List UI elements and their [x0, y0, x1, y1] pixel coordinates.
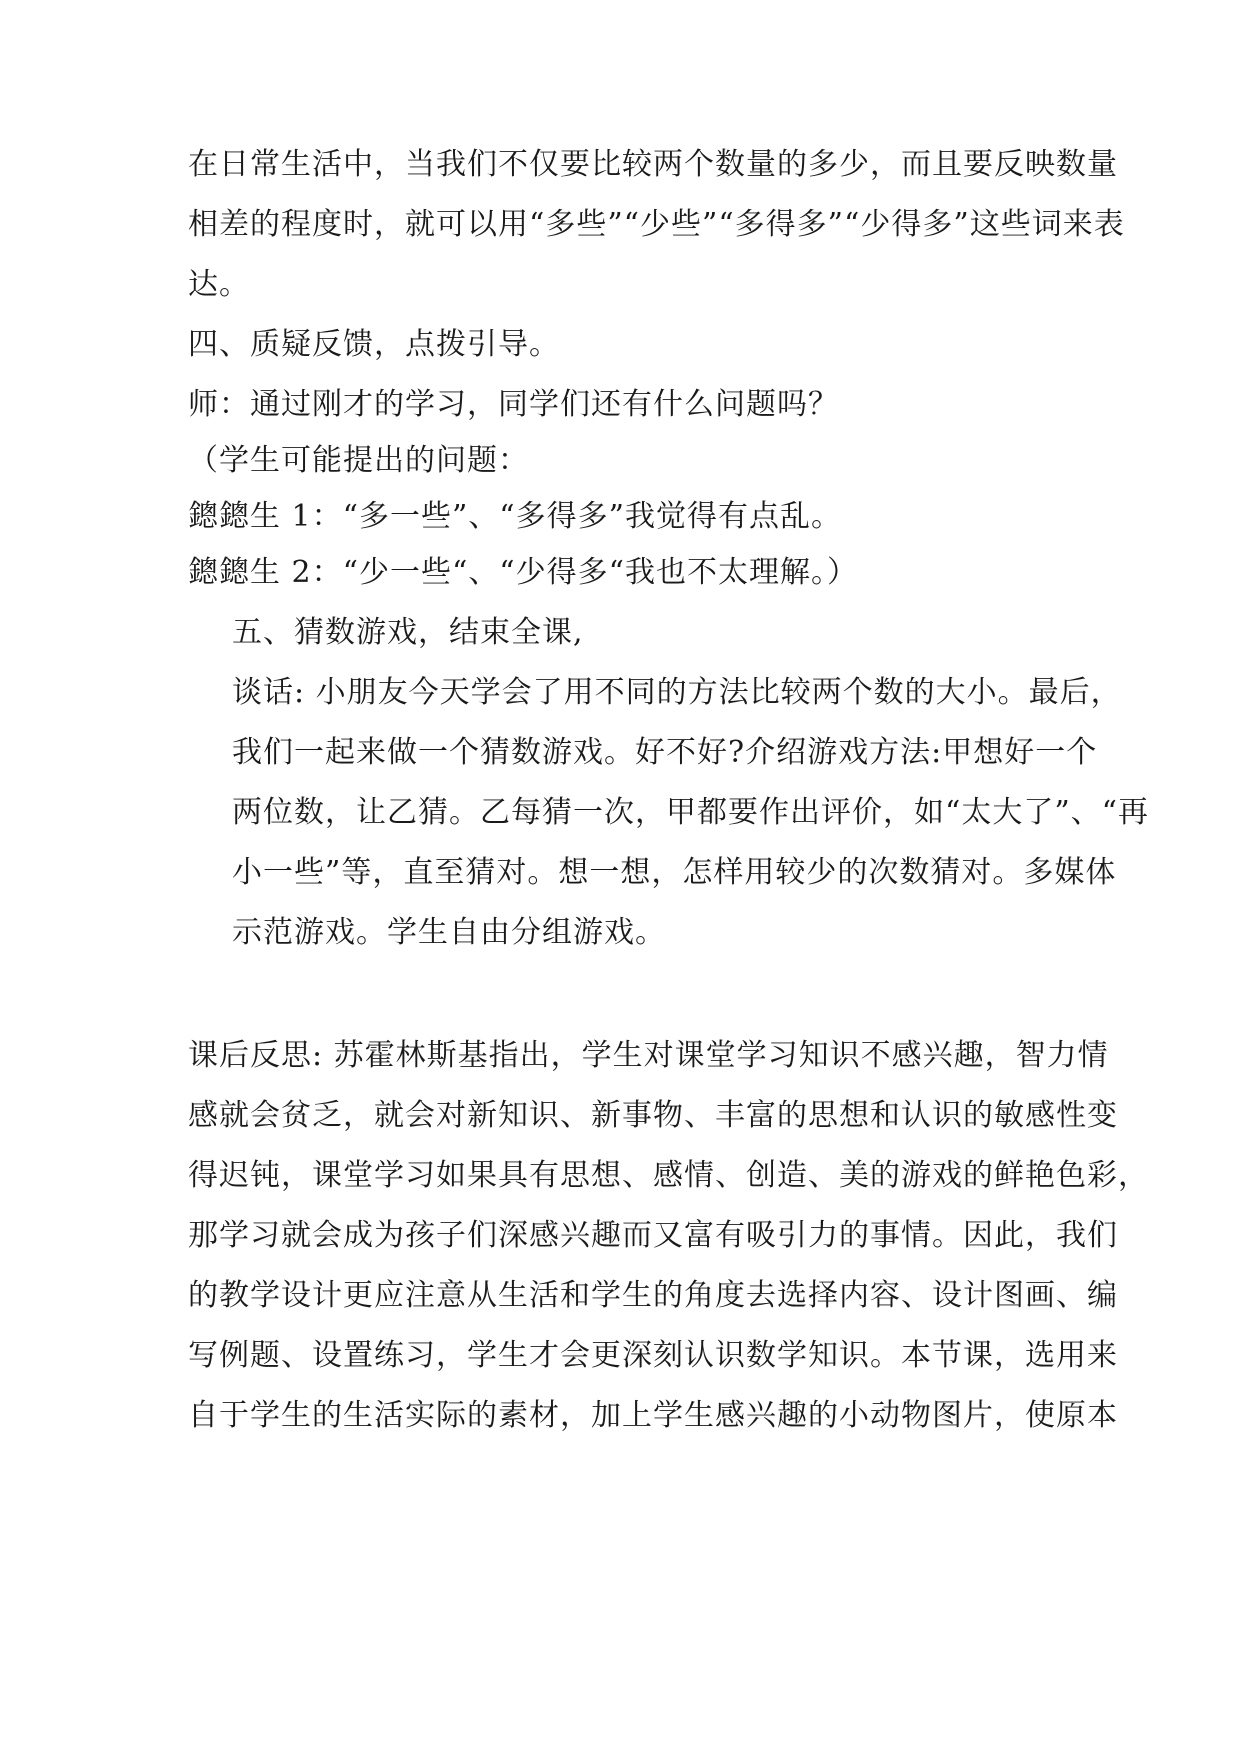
reflection-line-4: 那学习就会成为孩子们深感兴趣而又富有吸引力的事情。因此，我们 — [188, 1218, 1118, 1253]
talk-line-5: 示范游戏。学生自由分组游戏。 — [232, 915, 666, 950]
students-intro: （学生可能提出的问题： — [188, 443, 529, 478]
intro-line-1: 在日常生活中，当我们不仅要比较两个数量的多少，而且要反映数量 — [188, 147, 1118, 182]
student-1-question: 鏓鏓生 1：“多一些”、“多得多”我觉得有点乱。 — [188, 499, 842, 534]
talk-line-4: 小一些”等，直至猜对。想一想，怎样用较少的次数猜对。多媒体 — [232, 855, 1117, 890]
section-5-heading: 五、猜数游戏，结束全课, — [232, 615, 584, 650]
intro-line-3: 达。 — [188, 267, 250, 302]
reflection-line-1: 课后反思: 苏霍林斯基指出，学生对课堂学习知识不感兴趣，智力情 — [188, 1038, 1109, 1073]
reflection-line-7: 自于学生的生活实际的素材，加上学生感兴趣的小动物图片，使原本 — [188, 1398, 1118, 1433]
intro-line-2: 相差的程度时，就可以用“多些”“少些”“多得多”“少得多”这些词来表 — [188, 207, 1125, 242]
student-2-question: 鏓鏓生 2：“少一些“、“少得多“我也不太理解。） — [188, 555, 858, 590]
teacher-question: 师：通过刚才的学习，同学们还有什么问题吗？ — [188, 387, 839, 422]
talk-line-2: 我们一起来做一个猜数游戏。好不好?介绍游戏方法:甲想好一个 — [232, 735, 1098, 770]
talk-line-1: 谈话: 小朋友今天学会了用不同的方法比较两个数的大小。最后， — [232, 675, 1122, 710]
reflection-line-5: 的教学设计更应注意从生活和学生的角度去选择内容、设计图画、编 — [188, 1278, 1118, 1313]
reflection-line-2: 感就会贫乏，就会对新知识、新事物、丰富的思想和认识的敏感性变 — [188, 1098, 1118, 1133]
reflection-line-6: 写例题、设置练习，学生才会更深刻认识数学知识。本节课，选用来 — [188, 1338, 1118, 1373]
section-4-heading: 四、质疑反馈，点拨引导。 — [188, 327, 560, 362]
reflection-line-3: 得迟钝，课堂学习如果具有思想、感情、创造、美的游戏的鲜艳色彩， — [188, 1158, 1149, 1193]
talk-line-3: 两位数，让乙猜。乙每猜一次，甲都要作出评价，如“太大了”、“再 — [232, 795, 1150, 830]
